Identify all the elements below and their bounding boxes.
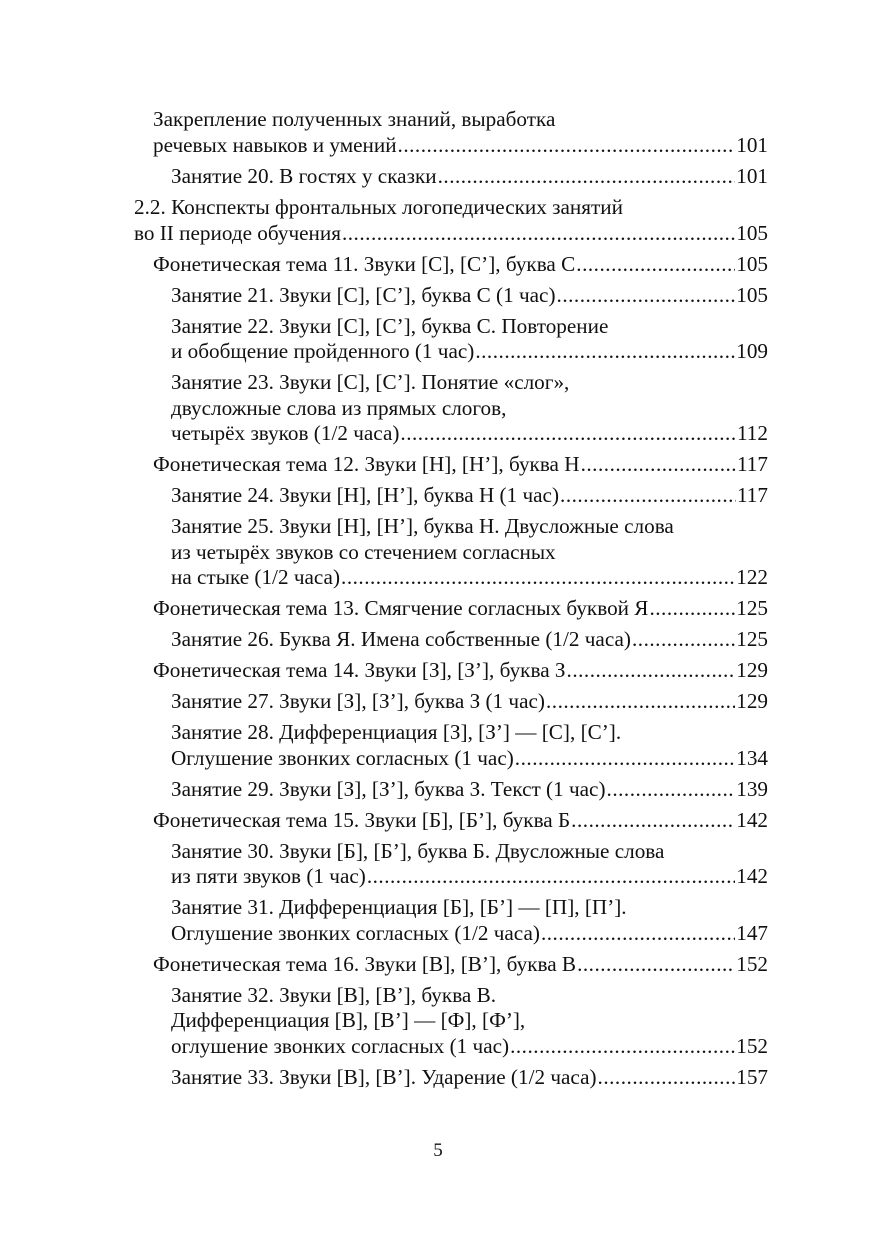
toc-theme-entry[interactable] <box>134 452 768 478</box>
toc-lesson-entry[interactable] <box>134 627 768 653</box>
toc-lesson-entry[interactable] <box>134 314 768 365</box>
toc-lesson-entry[interactable] <box>134 283 768 309</box>
toc-lesson-entry[interactable] <box>134 777 768 803</box>
toc-lesson-entry[interactable] <box>134 720 768 771</box>
toc-entry-text: Фонетическая тема 12. Звуки [Н], [Н’], буква Н <box>153 452 580 476</box>
toc-entry-text: Занятие 25. Звуки [Н], [Н’], буква Н. Двусложные слова <box>171 514 674 538</box>
toc-entry-text: Занятие 20. В гостях у сказки <box>171 163 437 188</box>
toc-page-number: 117 <box>737 452 768 476</box>
toc-page-number: 152 <box>736 1033 768 1058</box>
dot-leader <box>560 483 736 509</box>
dot-leader <box>541 921 735 947</box>
toc-section-entry[interactable] <box>134 195 768 246</box>
toc-lesson-entry[interactable] <box>134 514 768 591</box>
toc-entry-text: Фонетическая тема 14. Звуки [З], [З’], буква З <box>153 658 566 682</box>
toc-page-number: 101 <box>736 132 768 157</box>
toc-entry-text: Занятие 28. Дифференциация [З], [З’] — [С], [С’]. <box>171 720 622 744</box>
toc-lesson-entry[interactable] <box>134 895 768 946</box>
dot-leader <box>598 1065 736 1091</box>
table-of-contents <box>134 107 768 1096</box>
toc-entry-text: Занятие 29. Звуки [З], [З’], буква З. Текст (1 час) <box>171 776 606 801</box>
toc-entry-text: Фонетическая тема 13. Смягчение согласных буквой Я <box>153 596 649 620</box>
dot-leader <box>581 452 736 478</box>
dot-leader <box>607 777 736 803</box>
dot-leader <box>567 658 736 684</box>
toc-page-number: 147 <box>736 920 768 945</box>
dot-leader <box>341 565 735 591</box>
toc-page-number: 129 <box>736 689 768 713</box>
dot-leader <box>515 746 735 772</box>
dot-leader <box>398 133 736 159</box>
toc-page-number: 117 <box>737 483 768 507</box>
toc-entry-text: Фонетическая тема 15. Звуки [Б], [Б’], буква Б <box>153 807 571 832</box>
toc-entry-text: из пяти звуков (1 час) <box>171 864 366 888</box>
toc-theme-entry[interactable] <box>134 658 768 684</box>
toc-entry-text: речевых навыков и умений <box>153 132 397 157</box>
toc-entry-text: Занятие 30. Звуки [Б], [Б’], буква Б. Двусложные слова <box>171 838 665 863</box>
toc-entry-text: во II периоде обучения <box>134 220 341 245</box>
dot-leader <box>557 283 736 309</box>
dot-leader <box>576 252 735 278</box>
toc-page-number: 101 <box>736 163 768 188</box>
toc-entry-text: Занятие 33. Звуки [В], [В’]. Ударение (1/2 часа) <box>171 1064 597 1089</box>
toc-page-number: 125 <box>736 596 768 620</box>
dot-leader <box>400 421 736 447</box>
toc-lesson-entry[interactable] <box>134 1065 768 1091</box>
toc-lesson-entry[interactable] <box>134 839 768 890</box>
toc-page-number: 157 <box>736 1064 768 1089</box>
toc-theme-entry[interactable] <box>134 952 768 978</box>
dot-leader <box>510 1034 735 1060</box>
dot-leader <box>571 808 735 834</box>
toc-page-number: 105 <box>736 282 768 307</box>
toc-entry-text: и обобщение пройденного (1 час) <box>171 339 475 363</box>
toc-lesson-entry[interactable] <box>134 370 768 447</box>
page-number: 5 <box>433 1140 443 1161</box>
toc-entry-text: из четырёх звуков со стечением согласных <box>171 539 556 564</box>
toc-page-number: 152 <box>736 951 768 976</box>
toc-page-number: 125 <box>736 627 768 651</box>
dot-leader <box>632 627 735 653</box>
toc-page-number: 142 <box>736 807 768 832</box>
toc-theme-entry[interactable] <box>134 252 768 278</box>
toc-entry-text: Занятие 31. Дифференциация [Б], [Б’] — [П], [П’]. <box>171 895 627 919</box>
toc-lesson-entry[interactable] <box>134 483 768 509</box>
toc-page-number: 109 <box>736 339 768 363</box>
toc-entry-text: Занятие 32. Звуки [В], [В’], буква В. <box>171 982 497 1007</box>
toc-page-number: 122 <box>736 565 768 589</box>
toc-entry-text: Фонетическая тема 16. Звуки [В], [В’], буква В <box>153 951 577 976</box>
dot-leader <box>649 596 735 622</box>
toc-entry-text: Занятие 21. Звуки [С], [С’], буква С (1 час) <box>171 282 556 307</box>
toc-entry-text: на стыке (1/2 часа) <box>171 565 341 589</box>
toc-entry-text: Занятие 27. Звуки [З], [З’], буква З (1 час) <box>171 689 545 713</box>
toc-page-number: 112 <box>737 421 768 445</box>
toc-page-number: 105 <box>736 251 768 276</box>
toc-entry-text: Оглушение звонких согласных (1/2 часа) <box>171 920 540 945</box>
toc-entry-text: Занятие 26. Буква Я. Имена собственные (1/2 часа) <box>171 627 631 651</box>
toc-entry-text: 2.2. Конспекты фронтальных логопедических занятий <box>134 195 623 219</box>
toc-entry[interactable] <box>134 164 768 190</box>
toc-entry-text: четырёх звуков (1/2 часа) <box>171 421 400 445</box>
dot-leader <box>577 952 735 978</box>
toc-page-number: 129 <box>736 658 768 682</box>
toc-entry-text: Занятие 22. Звуки [С], [С’], буква С. Повторение <box>171 313 609 338</box>
toc-theme-entry[interactable] <box>134 808 768 834</box>
dot-leader <box>342 221 735 247</box>
toc-entry-text: Закрепление полученных знаний, выработка <box>153 107 556 131</box>
toc-theme-entry[interactable] <box>134 596 768 622</box>
toc-page-number: 105 <box>736 220 768 245</box>
toc-entry-text: Фонетическая тема 11. Звуки [С], [С’], буква С <box>153 251 576 276</box>
toc-lesson-entry[interactable] <box>134 689 768 715</box>
toc-entry[interactable] <box>134 107 768 158</box>
toc-page-number: 139 <box>736 776 768 801</box>
toc-entry-text: Занятие 23. Звуки [С], [С’]. Понятие «слог», <box>171 370 570 394</box>
toc-page-number: 134 <box>736 745 768 770</box>
toc-lesson-entry[interactable] <box>134 983 768 1060</box>
dot-leader <box>475 339 735 365</box>
toc-entry-text: двусложные слова из прямых слогов, <box>171 395 507 420</box>
toc-entry-text: Оглушение звонких согласных (1 час) <box>171 745 514 770</box>
toc-entry-text: оглушение звонких согласных (1 час) <box>171 1033 510 1058</box>
toc-page-number: 142 <box>736 864 768 888</box>
dot-leader <box>438 164 736 190</box>
toc-entry-text: Дифференциация [В], [В’] — [Ф], [Ф’], <box>171 1008 526 1032</box>
toc-entry-text: Занятие 24. Звуки [Н], [Н’], буква Н (1 час) <box>171 483 560 507</box>
dot-leader <box>367 864 735 890</box>
dot-leader <box>546 689 735 715</box>
